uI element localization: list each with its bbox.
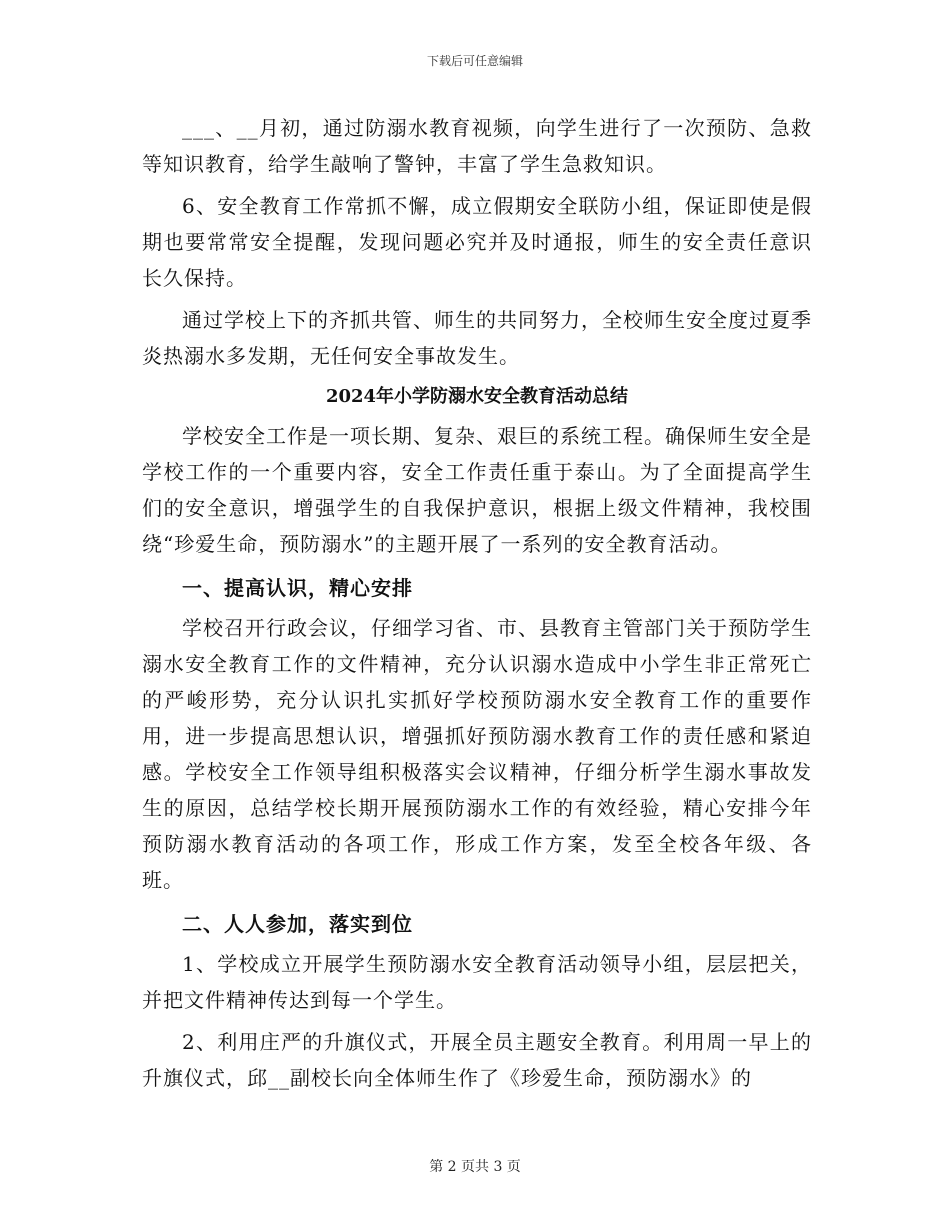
section-2-item: 1、学校成立开展学生预防溺水安全教育活动领导小组，层层把关，并把文件精神传达到每一个学生。	[142, 952, 812, 1012]
section-heading-2: 二、人人参加，落实到位	[182, 912, 413, 936]
document-title: 2024年小学防溺水安全教育活动总结	[325, 386, 629, 407]
section-heading-1: 一、提高认识，精心安排	[182, 576, 413, 600]
section-2-item: 2、利用庄严的升旗仪式，开展全员主题安全教育。利用周一早上的升旗仪式，邱__副校长向全体师生作了《珍爱生命，预防溺水》的	[142, 1030, 812, 1090]
paragraph: 6、安全教育工作常抓不懈，成立假期安全联防小组，保证即使是假期也要常常安全提醒，发现问题必究并及时通报，师生的安全责任意识长久保持。	[142, 194, 812, 290]
intro-paragraph: 学校安全工作是一项长期、复杂、艰巨的系统工程。确保师生安全是学校工作的一个重要内容，安全工作责任重于泰山。为了全面提高学生们的安全意识，增强学生的自我保护意识，根据上级文件精神，我校围绕“珍爱生命，预防溺水”的主题开展了一系列的安全教育活动。	[142, 424, 812, 556]
paragraph: ___、__月初，通过防溺水教育视频，向学生进行了一次预防、急救等知识教育，给学生敲响了警钟，丰富了学生急救知识。	[142, 116, 812, 176]
paragraph: 通过学校上下的齐抓共管、师生的共同努力，全校师生安全度过夏季炎热溺水多发期，无任何安全事故发生。	[142, 308, 812, 368]
document-body	[142, 110, 812, 1102]
section-1-body: 学校召开行政会议，仔细学习省、市、县教育主管部门关于预防学生溺水安全教育工作的文件精神，充分认识溺水造成中小学生非正常死亡的严峻形势，充分认识扎实抓好学校预防溺水安全教育工作的重要作用，进一步提高思想认识，增强抓好预防溺水教育工作的责任感和紧迫感。学校安全工作领导组积极落实会议精神，仔细分析学生溺水事故发生的原因，总结学校长期开展预防溺水工作的有效经验，精心安排今年预防溺水教育活动的各项工作，形成工作方案，发至全校各年级、各班。	[142, 616, 812, 892]
page-header: 下载后可任意编辑	[426, 54, 523, 68]
page-footer: 第 2 页共 3 页	[429, 1159, 521, 1175]
